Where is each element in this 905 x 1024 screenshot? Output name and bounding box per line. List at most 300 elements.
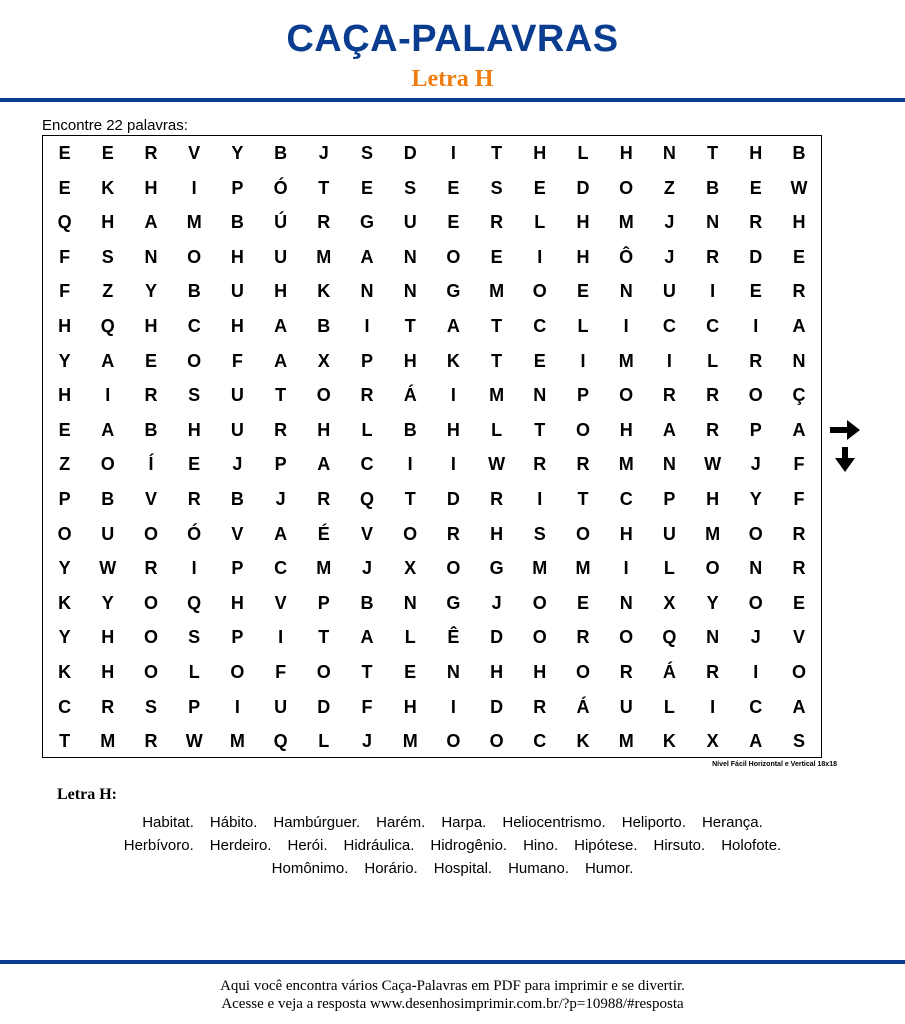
grid-cell[interactable]: S	[360, 143, 373, 163]
grid-cell[interactable]: N	[706, 212, 720, 233]
grid-cell[interactable]: O	[575, 419, 590, 440]
grid-cell[interactable]: M	[489, 281, 505, 302]
grid-cell[interactable]: O	[57, 523, 72, 544]
grid-cell[interactable]: A	[144, 212, 158, 233]
grid-cell[interactable]: E	[101, 143, 114, 163]
grid-cell[interactable]: Ê	[447, 627, 460, 648]
grid-cell[interactable]: É	[317, 523, 330, 544]
grid-cell[interactable]: T	[491, 350, 503, 371]
grid-cell[interactable]: Í	[148, 454, 154, 475]
grid-cell[interactable]: S	[490, 177, 503, 198]
grid-cell[interactable]: E	[576, 281, 589, 302]
grid-cell[interactable]: Y	[58, 627, 71, 648]
grid-cell[interactable]: N	[619, 592, 633, 613]
grid-cell[interactable]: V	[231, 523, 244, 544]
grid-cell[interactable]: E	[749, 177, 762, 198]
grid-cell[interactable]: A	[360, 246, 374, 267]
grid-cell[interactable]: M	[489, 385, 505, 406]
grid-cell[interactable]: T	[318, 177, 330, 198]
grid-cell[interactable]: P	[231, 177, 244, 198]
grid-cell[interactable]: H	[533, 143, 547, 163]
grid-cell[interactable]: O	[446, 558, 461, 579]
grid-cell[interactable]: D	[490, 696, 504, 717]
grid-cell[interactable]: H	[230, 592, 244, 613]
grid-cell[interactable]: I	[623, 316, 629, 336]
grid-cell[interactable]: O	[705, 558, 720, 579]
grid-cell[interactable]: C	[360, 454, 374, 475]
grid-cell[interactable]: T	[707, 143, 719, 163]
grid-cell[interactable]: H	[619, 419, 633, 440]
grid-cell[interactable]: D	[490, 627, 504, 648]
grid-cell[interactable]: A	[101, 419, 115, 440]
grid-cell[interactable]: M	[229, 731, 245, 752]
grid-cell[interactable]: K	[662, 731, 676, 752]
grid-cell[interactable]: X	[404, 558, 417, 579]
grid-cell[interactable]: Y	[749, 489, 762, 509]
grid-cell[interactable]: U	[662, 523, 676, 544]
grid-cell[interactable]: M	[575, 558, 591, 579]
grid-cell[interactable]: K	[576, 731, 590, 752]
grid-cell[interactable]: E	[404, 662, 417, 682]
grid-cell[interactable]: C	[58, 696, 72, 717]
footer-link-text[interactable]: Acesse e veja a resposta www.desenhosimprimir.com.br/?p=10988/#resposta	[221, 996, 684, 1012]
grid-cell[interactable]: A	[317, 454, 331, 475]
grid-cell[interactable]: I	[191, 177, 197, 198]
grid-cell[interactable]: I	[580, 350, 586, 371]
grid-cell[interactable]: O	[575, 662, 590, 682]
grid-cell[interactable]: O	[446, 246, 461, 267]
grid-cell[interactable]: R	[490, 212, 504, 233]
grid-cell[interactable]: I	[537, 489, 543, 509]
grid-cell[interactable]: E	[792, 592, 805, 613]
grid-cell[interactable]: N	[749, 558, 763, 579]
grid-cell[interactable]: R	[576, 454, 590, 475]
grid-cell[interactable]: H	[403, 696, 417, 717]
grid-cell[interactable]: C	[533, 731, 547, 752]
grid-cell[interactable]: V	[360, 523, 373, 544]
grid-cell[interactable]: H	[619, 143, 633, 163]
grid-cell[interactable]: I	[105, 385, 111, 406]
grid-cell[interactable]: R	[706, 246, 720, 267]
grid-cell[interactable]: O	[230, 662, 245, 682]
grid-cell[interactable]: A	[274, 316, 288, 336]
grid-cell[interactable]: R	[749, 350, 763, 371]
grid-cell[interactable]: T	[59, 731, 71, 752]
grid-cell[interactable]: N	[662, 143, 676, 163]
grid-cell[interactable]: O	[143, 592, 158, 613]
grid-cell[interactable]: O	[403, 523, 418, 544]
grid-cell[interactable]: A	[446, 316, 460, 336]
grid-cell[interactable]: U	[101, 523, 115, 544]
grid-cell[interactable]: P	[317, 592, 330, 613]
grid-cell[interactable]: O	[489, 731, 504, 752]
grid-cell[interactable]: U	[662, 281, 676, 302]
grid-cell[interactable]: P	[360, 350, 373, 371]
grid-cell[interactable]: Q	[359, 489, 374, 509]
grid-cell[interactable]: D	[446, 489, 460, 509]
grid-cell[interactable]: M	[100, 731, 116, 752]
grid-cell[interactable]: V	[274, 592, 287, 613]
grid-cell[interactable]: A	[274, 523, 288, 544]
grid-cell[interactable]: E	[188, 454, 201, 475]
grid-cell[interactable]: B	[230, 489, 244, 509]
grid-cell[interactable]: L	[491, 419, 503, 440]
grid-cell[interactable]: T	[404, 489, 416, 509]
grid-cell[interactable]: O	[791, 662, 806, 682]
grid-cell[interactable]: I	[278, 627, 284, 648]
grid-cell[interactable]: C	[749, 696, 763, 717]
grid-cell[interactable]: W	[790, 177, 808, 198]
grid-cell[interactable]: P	[58, 489, 71, 509]
grid-cell[interactable]: T	[318, 627, 330, 648]
grid-cell[interactable]: V	[188, 143, 201, 163]
grid-cell[interactable]: H	[58, 385, 72, 406]
grid-cell[interactable]: F	[59, 281, 71, 302]
grid-cell[interactable]: A	[360, 627, 374, 648]
grid-cell[interactable]: Q	[273, 731, 288, 752]
grid-cell[interactable]: R	[274, 419, 288, 440]
grid-cell[interactable]: M	[316, 558, 332, 579]
grid-cell[interactable]: H	[792, 212, 806, 233]
grid-cell[interactable]: I	[450, 143, 456, 163]
grid-cell[interactable]: R	[533, 696, 547, 717]
grid-cell[interactable]: S	[144, 696, 157, 717]
grid-cell[interactable]: K	[101, 177, 115, 198]
grid-cell[interactable]: N	[533, 385, 547, 406]
grid-cell[interactable]: H	[101, 627, 115, 648]
grid-cell[interactable]: I	[364, 316, 370, 336]
grid-cell[interactable]: H	[101, 662, 115, 682]
grid-cell[interactable]: O	[748, 385, 763, 406]
grid-cell[interactable]: E	[792, 246, 805, 267]
grid-cell[interactable]: H	[187, 419, 201, 440]
grid-cell[interactable]: O	[532, 281, 547, 302]
grid-cell[interactable]: W	[99, 558, 117, 579]
grid-cell[interactable]: Ú	[274, 212, 288, 233]
grid-cell[interactable]: R	[792, 281, 806, 302]
grid-cell[interactable]: G	[446, 592, 461, 613]
grid-cell[interactable]: H	[144, 177, 158, 198]
grid-cell[interactable]: B	[101, 489, 115, 509]
grid-cell[interactable]: C	[274, 558, 288, 579]
grid-cell[interactable]: N	[403, 246, 417, 267]
grid-cell[interactable]: N	[403, 281, 417, 302]
grid-cell[interactable]: O	[316, 385, 331, 406]
grid-cell[interactable]: S	[404, 177, 417, 198]
grid-cell[interactable]: N	[792, 350, 806, 371]
grid-cell[interactable]: E	[490, 246, 503, 267]
grid-cell[interactable]: O	[143, 523, 158, 544]
grid-cell[interactable]: O	[100, 454, 115, 475]
grid-cell[interactable]: G	[359, 212, 374, 233]
grid-cell[interactable]: H	[58, 316, 72, 336]
grid-cell[interactable]: D	[403, 143, 417, 163]
grid-cell[interactable]: R	[792, 558, 806, 579]
grid-cell[interactable]: P	[231, 627, 244, 648]
grid-cell[interactable]: I	[537, 246, 543, 267]
grid-cell[interactable]: B	[403, 419, 417, 440]
grid-cell[interactable]: L	[707, 350, 719, 371]
grid-cell[interactable]: Y	[706, 592, 719, 613]
grid-cell[interactable]: L	[534, 212, 546, 233]
grid-cell[interactable]: B	[317, 316, 331, 336]
grid-cell[interactable]: O	[532, 627, 547, 648]
grid-cell[interactable]: L	[404, 627, 416, 648]
grid-cell[interactable]: R	[446, 523, 460, 544]
grid-cell[interactable]: Y	[144, 281, 157, 302]
grid-cell[interactable]: O	[619, 627, 634, 648]
grid-cell[interactable]: O	[532, 592, 547, 613]
grid-cell[interactable]: F	[59, 246, 71, 267]
grid-cell[interactable]: Ó	[273, 177, 288, 198]
grid-cell[interactable]: E	[58, 177, 71, 198]
grid-cell[interactable]: B	[792, 143, 806, 163]
grid-cell[interactable]: Q	[662, 627, 677, 648]
grid-cell[interactable]: H	[101, 212, 115, 233]
grid-cell[interactable]: P	[231, 558, 244, 579]
grid-cell[interactable]: N	[619, 281, 633, 302]
grid-cell[interactable]: U	[230, 419, 244, 440]
grid-cell[interactable]: N	[144, 246, 158, 267]
grid-cell[interactable]: I	[450, 696, 456, 717]
grid-cell[interactable]: Q	[187, 592, 202, 613]
grid-cell[interactable]: C	[187, 316, 201, 336]
grid-cell[interactable]: R	[576, 627, 590, 648]
grid-cell[interactable]: Ç	[792, 385, 806, 406]
grid-cell[interactable]: J	[750, 454, 761, 475]
grid-cell[interactable]: F	[275, 662, 287, 682]
grid-cell[interactable]: I	[450, 385, 456, 406]
grid-cell[interactable]: X	[706, 731, 719, 752]
grid-cell[interactable]: N	[706, 627, 720, 648]
grid-cell[interactable]: I	[753, 662, 759, 682]
grid-cell[interactable]: Q	[57, 212, 72, 233]
grid-cell[interactable]: D	[749, 246, 763, 267]
grid-cell[interactable]: H	[317, 419, 331, 440]
grid-cell[interactable]: O	[619, 177, 634, 198]
grid-cell[interactable]: O	[748, 592, 763, 613]
grid-cell[interactable]: H	[533, 662, 547, 682]
grid-cell[interactable]: B	[144, 419, 158, 440]
grid-cell[interactable]: M	[618, 350, 634, 371]
grid-cell[interactable]: T	[534, 419, 546, 440]
grid-cell[interactable]: C	[706, 316, 720, 336]
grid-cell[interactable]: L	[577, 143, 589, 163]
grid-cell[interactable]: P	[274, 454, 287, 475]
grid-cell[interactable]: P	[749, 419, 762, 440]
grid-cell[interactable]: U	[230, 281, 244, 302]
grid-cell[interactable]: L	[663, 696, 675, 717]
grid-cell[interactable]: L	[188, 662, 200, 682]
grid-cell[interactable]: Y	[231, 143, 244, 163]
grid-cell[interactable]: D	[317, 696, 331, 717]
grid-cell[interactable]: E	[447, 177, 460, 198]
grid-cell[interactable]: J	[750, 627, 761, 648]
grid-cell[interactable]: J	[361, 731, 372, 752]
grid-cell[interactable]: O	[446, 731, 461, 752]
grid-cell[interactable]: K	[58, 662, 72, 682]
grid-cell[interactable]: N	[360, 281, 374, 302]
grid-cell[interactable]: B	[360, 592, 374, 613]
grid-cell[interactable]: M	[316, 246, 332, 267]
grid-cell[interactable]: J	[491, 592, 502, 613]
grid-cell[interactable]: N	[403, 592, 417, 613]
grid-cell[interactable]: R	[317, 212, 331, 233]
grid-cell[interactable]: O	[143, 662, 158, 682]
grid-cell[interactable]: I	[710, 696, 716, 717]
grid-cell[interactable]: H	[403, 350, 417, 371]
grid-cell[interactable]: Á	[403, 385, 417, 406]
grid-cell[interactable]: H	[619, 523, 633, 544]
grid-cell[interactable]: I	[234, 696, 240, 717]
grid-cell[interactable]: Z	[102, 281, 114, 302]
grid-cell[interactable]: I	[623, 558, 629, 579]
grid-cell[interactable]: F	[793, 489, 805, 509]
grid-cell[interactable]: O	[316, 662, 331, 682]
grid-cell[interactable]: H	[230, 246, 244, 267]
grid-cell[interactable]: E	[749, 281, 762, 302]
grid-cell[interactable]: R	[317, 489, 331, 509]
grid-cell[interactable]: F	[231, 350, 243, 371]
grid-cell[interactable]: Z	[59, 454, 71, 475]
grid-cell[interactable]: T	[491, 143, 503, 163]
grid-cell[interactable]: N	[446, 662, 460, 682]
grid-cell[interactable]: R	[706, 419, 720, 440]
grid-cell[interactable]: E	[576, 592, 589, 613]
grid-cell[interactable]: X	[317, 350, 330, 371]
grid-cell[interactable]: R	[360, 385, 374, 406]
grid-cell[interactable]: L	[361, 419, 373, 440]
grid-cell[interactable]: Q	[100, 316, 115, 336]
grid-cell[interactable]: W	[488, 454, 506, 475]
grid-cell[interactable]: Á	[576, 696, 590, 717]
grid-cell[interactable]: R	[662, 385, 676, 406]
grid-cell[interactable]: B	[706, 177, 720, 198]
grid-cell[interactable]: X	[663, 592, 676, 613]
grid-cell[interactable]: T	[404, 316, 416, 336]
grid-cell[interactable]: H	[446, 419, 460, 440]
grid-cell[interactable]: J	[318, 143, 329, 163]
grid-cell[interactable]: S	[188, 385, 201, 406]
grid-cell[interactable]: P	[663, 489, 676, 509]
grid-cell[interactable]: Y	[58, 350, 71, 371]
grid-cell[interactable]: R	[619, 662, 633, 682]
grid-cell[interactable]: B	[274, 143, 288, 163]
grid-cell[interactable]: A	[792, 419, 806, 440]
grid-cell[interactable]: E	[144, 350, 157, 371]
grid-cell[interactable]: N	[662, 454, 676, 475]
grid-cell[interactable]: R	[533, 454, 547, 475]
grid-cell[interactable]: R	[144, 731, 158, 752]
grid-cell[interactable]: O	[187, 246, 202, 267]
grid-cell[interactable]: S	[792, 731, 805, 752]
grid-cell[interactable]: I	[666, 350, 672, 371]
grid-cell[interactable]: M	[618, 454, 634, 475]
grid-cell[interactable]: P	[188, 696, 201, 717]
grid-cell[interactable]: A	[749, 731, 763, 752]
grid-cell[interactable]: T	[491, 316, 503, 336]
grid-cell[interactable]: Ô	[619, 246, 634, 267]
grid-cell[interactable]: M	[532, 558, 548, 579]
grid-cell[interactable]: E	[360, 177, 373, 198]
grid-cell[interactable]: E	[533, 350, 546, 371]
grid-cell[interactable]: J	[664, 246, 675, 267]
grid-cell[interactable]: A	[662, 419, 676, 440]
grid-cell[interactable]: T	[361, 662, 373, 682]
grid-cell[interactable]: S	[101, 246, 114, 267]
grid-cell[interactable]: B	[230, 212, 244, 233]
grid-cell[interactable]: M	[186, 212, 202, 233]
grid-cell[interactable]: L	[663, 558, 675, 579]
grid-cell[interactable]: T	[577, 489, 589, 509]
grid-cell[interactable]: Á	[662, 662, 676, 682]
grid-cell[interactable]: S	[533, 523, 546, 544]
grid-cell[interactable]: Y	[58, 558, 71, 579]
grid-cell[interactable]: G	[489, 558, 504, 579]
grid-cell[interactable]: R	[101, 696, 115, 717]
grid-cell[interactable]: R	[792, 523, 806, 544]
grid-cell[interactable]: J	[361, 558, 372, 579]
grid-cell[interactable]: Z	[663, 177, 675, 198]
grid-cell[interactable]: H	[144, 316, 158, 336]
grid-cell[interactable]: P	[576, 385, 589, 406]
grid-cell[interactable]: H	[576, 212, 590, 233]
grid-cell[interactable]: E	[58, 419, 71, 440]
grid-cell[interactable]: O	[619, 385, 634, 406]
grid-cell[interactable]: R	[706, 385, 720, 406]
grid-cell[interactable]: F	[361, 696, 373, 717]
grid-cell[interactable]: G	[446, 281, 461, 302]
grid-cell[interactable]: D	[576, 177, 590, 198]
grid-cell[interactable]: J	[232, 454, 243, 475]
grid-cell[interactable]: I	[407, 454, 413, 475]
grid-cell[interactable]: I	[450, 454, 456, 475]
grid-cell[interactable]: C	[533, 316, 547, 336]
grid-cell[interactable]: H	[576, 246, 590, 267]
grid-cell[interactable]: V	[792, 627, 805, 648]
grid-cell[interactable]: R	[144, 558, 158, 579]
grid-cell[interactable]: U	[619, 696, 633, 717]
grid-cell[interactable]: J	[275, 489, 286, 509]
grid-cell[interactable]: H	[490, 662, 504, 682]
grid-cell[interactable]: E	[533, 177, 546, 198]
grid-cell[interactable]: A	[792, 316, 806, 336]
grid-cell[interactable]: H	[490, 523, 504, 544]
grid-cell[interactable]: C	[662, 316, 676, 336]
grid-cell[interactable]: A	[792, 696, 806, 717]
grid-cell[interactable]: O	[575, 523, 590, 544]
grid-cell[interactable]: E	[58, 143, 71, 163]
grid-cell[interactable]: B	[187, 281, 201, 302]
grid-cell[interactable]: T	[275, 385, 287, 406]
grid-cell[interactable]: Ó	[187, 523, 202, 544]
grid-cell[interactable]: H	[274, 281, 288, 302]
grid-cell[interactable]: M	[618, 731, 634, 752]
grid-cell[interactable]: V	[144, 489, 157, 509]
grid-cell[interactable]: I	[753, 316, 759, 336]
grid-cell[interactable]: U	[274, 696, 288, 717]
grid-cell[interactable]: A	[101, 350, 115, 371]
grid-cell[interactable]: C	[619, 489, 633, 509]
grid-cell[interactable]: L	[318, 731, 330, 752]
grid-cell[interactable]: K	[58, 592, 72, 613]
grid-cell[interactable]: U	[403, 212, 417, 233]
grid-cell[interactable]: Y	[101, 592, 114, 613]
grid-cell[interactable]: I	[710, 281, 716, 302]
grid-cell[interactable]: O	[187, 350, 202, 371]
grid-cell[interactable]: K	[446, 350, 460, 371]
grid-cell[interactable]: F	[793, 454, 805, 475]
